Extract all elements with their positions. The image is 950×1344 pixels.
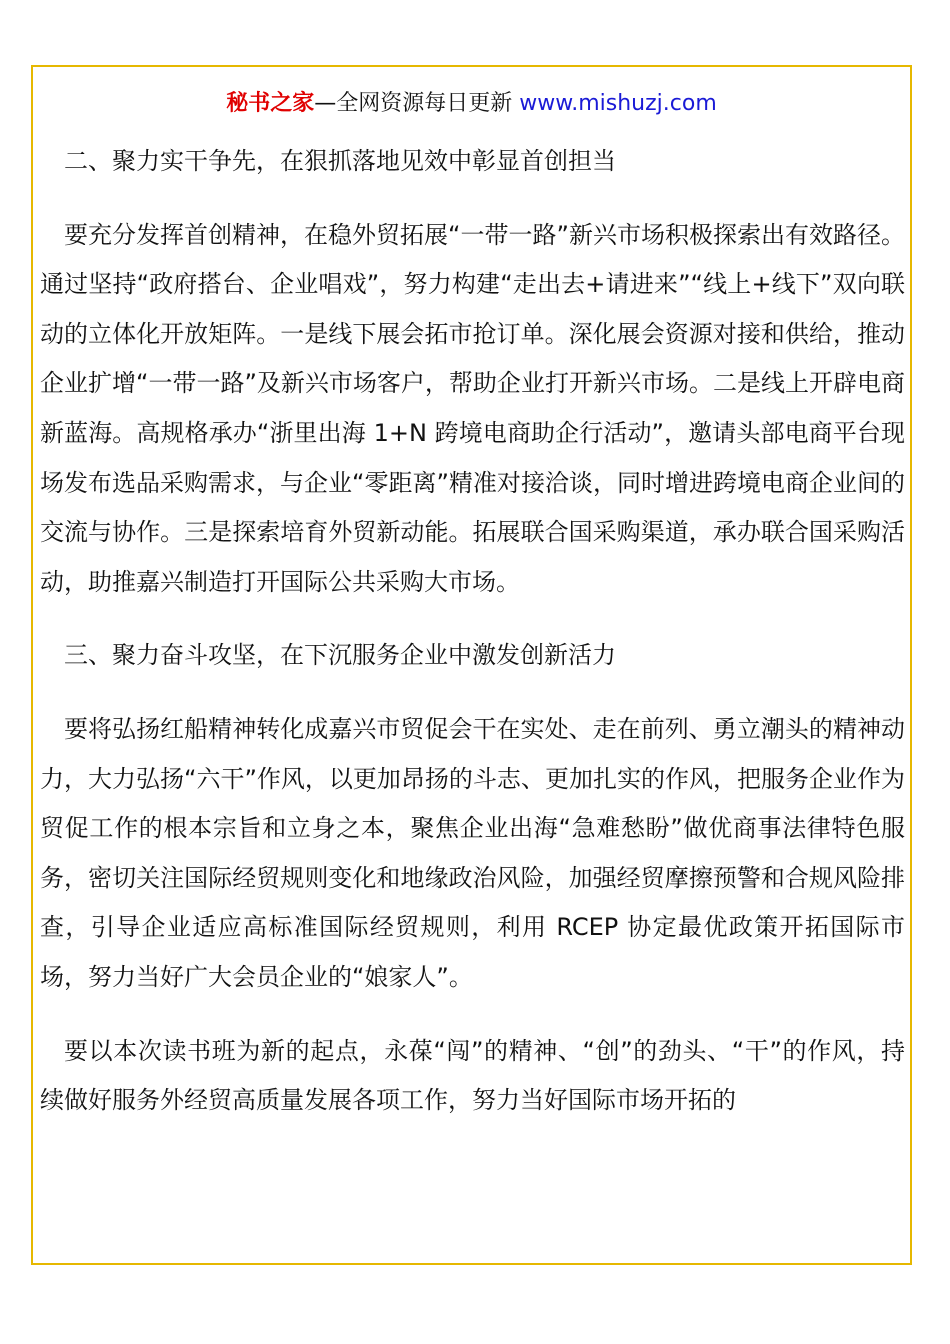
section-heading-2: 二、聚力实干争先，在狠抓落地见效中彰显首创担当: [64, 147, 616, 175]
document-body: [40, 137, 905, 1150]
section-heading-3: 三、聚力奋斗攻坚，在下沉服务企业中激发创新活力: [64, 641, 616, 670]
brand-name: 秘书之家: [226, 91, 315, 116]
section-3-paragraph-2: 要以本次读书班为新的起点，永葆“闯”的精神、“创”的劲头、“干”的作风，持续做好服务外经贸高质量发展各项工作，努力当好国际市场开拓的: [40, 1036, 905, 1115]
page-frame: [31, 65, 912, 1265]
section-2-paragraph-1: 要充分发挥首创精神，在稳外贸拓展“一带一路”新兴市场积极探索出有效路径。通过坚持“政府搭台、企业唱戏”，努力构建“走出去+请进来”“线上+线下”双向联动的立体化开放矩阵。一是线下展会拓市抢订单。深化展会资源对接和供给，推动企业扩增“一带一路”及新兴市场客户，帮助企业打开新兴市场。二是线上开辟电商新蓝海。高规格承办“浙里出海 1+N 跨境电商助企行活动”，邀请头部电商平台现场发布选品采购需求，与企业“零距离”精准对接洽谈，同时增进跨境电商企业间的交流与协作。三是探索培育外贸新动能。拓展联合国采购渠道，承办联合国采购活动，助推嘉兴制造打开国际公共采购大市场。: [40, 220, 905, 596]
header-tagline: —全网资源每日更新: [314, 91, 513, 116]
site-url-link[interactable]: www.mishuzj.com: [519, 91, 717, 116]
section-3-paragraph-1: 要将弘扬红船精神转化成嘉兴市贸促会干在实处、走在前列、勇立潮头的精神动力，大力弘扬“六干”作风，以更加昂扬的斗志、更加扎实的作风，把服务企业作为贸促工作的根本宗旨和立身之本，聚焦企业出海“急难愁盼”做优商事法律特色服务，密切关注国际经贸规则变化和地缘政治风险，加强经贸摩擦预警和合规风险排查，引导企业适应高标准国际经贸规则，利用 RCEP 协定最优政策开拓国际市场，努力当好广大会员企业的“娘家人”。: [40, 714, 905, 991]
site-header: [33, 89, 910, 119]
